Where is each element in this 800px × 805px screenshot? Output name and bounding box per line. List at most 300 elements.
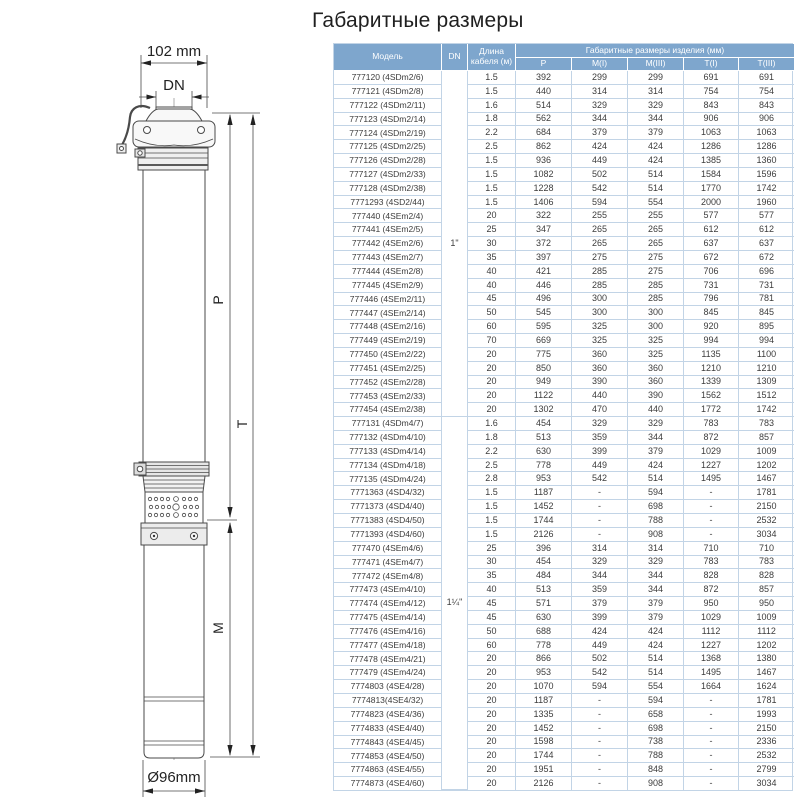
- cable-length-cell: 1.5: [468, 196, 516, 210]
- dimension-cell: 691: [739, 71, 794, 85]
- dimension-cell: 706: [684, 265, 739, 279]
- dimension-cell: 265: [628, 223, 684, 237]
- table-row: [334, 528, 794, 542]
- dimension-cell: 300: [572, 293, 628, 307]
- dimension-cell: 2126: [516, 777, 572, 790]
- dimension-cell: 1227: [684, 639, 739, 653]
- dimension-cell: 994: [684, 334, 739, 348]
- cable-length-cell: 1.5: [468, 514, 516, 528]
- table-row: [334, 749, 794, 763]
- table-row: [334, 154, 794, 168]
- model-cell: 777452 (4SEm2/28): [334, 376, 442, 390]
- model-cell: 7774843 (4SE4/45): [334, 736, 442, 750]
- dimension-cell: 449: [572, 459, 628, 473]
- flange-hole-left: [144, 127, 151, 134]
- table-row: [334, 279, 794, 293]
- dimension-cell: 1286: [739, 140, 794, 154]
- table-row: [334, 389, 794, 403]
- dimension-cell: 421: [516, 265, 572, 279]
- cable-length-cell: 20: [468, 694, 516, 708]
- table-row: [334, 763, 794, 777]
- table-row: [334, 334, 794, 348]
- table-row: [334, 556, 794, 570]
- dimension-cell: 845: [739, 306, 794, 320]
- model-cell: 7774873 (4SE4/60): [334, 777, 442, 790]
- dimension-cell: 359: [572, 431, 628, 445]
- table-row: [334, 625, 794, 639]
- dimension-cell: 275: [572, 251, 628, 265]
- dimension-cell: 424: [628, 459, 684, 473]
- dimension-cell: 424: [572, 625, 628, 639]
- dimension-cell: 470: [572, 403, 628, 417]
- table-row: [334, 85, 794, 99]
- dimension-cell: 275: [628, 265, 684, 279]
- dimension-cell: 1512: [739, 389, 794, 403]
- dimension-cell: 390: [572, 376, 628, 390]
- dimension-cell: 325: [572, 334, 628, 348]
- model-cell: 777478 (4SEm4/21): [334, 652, 442, 666]
- table-row: [334, 71, 794, 85]
- dimension-cell: 2150: [739, 722, 794, 736]
- model-cell: 777475 (4SEm4/14): [334, 611, 442, 625]
- cable-length-cell: 1.5: [468, 168, 516, 182]
- flange-hole-right: [198, 127, 205, 134]
- pump-body: [143, 170, 205, 462]
- dim-t-label: T: [234, 419, 250, 429]
- dimension-cell: 484: [516, 569, 572, 583]
- cable-length-cell: 1.5: [468, 85, 516, 99]
- dimension-cell: 372: [516, 237, 572, 251]
- table-row: [334, 113, 794, 127]
- dimension-cell: 906: [684, 113, 739, 127]
- cable-length-cell: 70: [468, 334, 516, 348]
- model-cell: 777445 (4SEm2/9): [334, 279, 442, 293]
- model-cell: 777133 (4SDm4/14): [334, 445, 442, 459]
- model-cell: 777451 (4SEm2/25): [334, 362, 442, 376]
- dimension-cell: 514: [628, 168, 684, 182]
- dimension-cell: 906: [739, 113, 794, 127]
- dim-p-label: P: [210, 295, 226, 305]
- dn-cell: 1": [442, 71, 468, 417]
- dimension-cell: 1202: [739, 639, 794, 653]
- table-row: [334, 736, 794, 750]
- dimension-cell: 329: [628, 417, 684, 431]
- dimension-cell: 379: [628, 597, 684, 611]
- dimension-cell: 953: [516, 666, 572, 680]
- dimension-cell: 1029: [684, 611, 739, 625]
- dimension-cell: 285: [572, 279, 628, 293]
- dimension-cell: 594: [628, 694, 684, 708]
- dimension-cell: 1452: [516, 500, 572, 514]
- dimension-cell: -: [572, 777, 628, 790]
- dimension-cell: 344: [572, 113, 628, 127]
- cable-length-cell: 60: [468, 320, 516, 334]
- dimension-cell: 496: [516, 293, 572, 307]
- model-cell: 777128 (4SDm2/38): [334, 182, 442, 196]
- table-row: [334, 694, 794, 708]
- dimension-cell: 542: [572, 472, 628, 486]
- dimension-cell: 1385: [684, 154, 739, 168]
- dimension-cell: 1228: [516, 182, 572, 196]
- dimension-cell: 828: [739, 569, 794, 583]
- col-header-m1: M(I): [572, 58, 628, 71]
- dimension-cell: 513: [516, 583, 572, 597]
- dimension-cell: 1596: [739, 168, 794, 182]
- dimension-cell: 691: [684, 71, 739, 85]
- dimension-cell: 1335: [516, 708, 572, 722]
- table-row: [334, 168, 794, 182]
- dimension-cell: 344: [628, 431, 684, 445]
- dimension-cell: 908: [628, 528, 684, 542]
- model-cell: 777441 (4SEm2/5): [334, 223, 442, 237]
- dimension-cell: 1744: [516, 749, 572, 763]
- dimension-cell: 285: [628, 279, 684, 293]
- dimension-cell: 577: [739, 209, 794, 223]
- dimension-cell: 895: [739, 320, 794, 334]
- dimension-cell: 1210: [684, 362, 739, 376]
- cable-length-cell: 20: [468, 209, 516, 223]
- dimension-cell: 857: [739, 583, 794, 597]
- model-cell: 777449 (4SEm2/19): [334, 334, 442, 348]
- model-cell: 777446 (4SEm2/11): [334, 293, 442, 307]
- dimension-cell: 1772: [684, 403, 739, 417]
- table-row: [334, 611, 794, 625]
- table-row: [334, 182, 794, 196]
- dimension-cell: 344: [628, 569, 684, 583]
- cable-length-cell: 25: [468, 223, 516, 237]
- dimension-cell: 514: [628, 472, 684, 486]
- table-row: [334, 639, 794, 653]
- dimension-cell: 1082: [516, 168, 572, 182]
- cable-length-cell: 20: [468, 722, 516, 736]
- table-row: [334, 680, 794, 694]
- dimension-cell: 2150: [739, 500, 794, 514]
- model-cell: 7771293 (4SD2/44): [334, 196, 442, 210]
- dimension-cell: 449: [572, 639, 628, 653]
- dimension-cell: -: [572, 486, 628, 500]
- table-row: [334, 459, 794, 473]
- cable-length-cell: 2.2: [468, 445, 516, 459]
- dimension-cell: 1742: [739, 182, 794, 196]
- dimension-cell: 594: [628, 486, 684, 500]
- dimension-cell: 554: [628, 196, 684, 210]
- dimension-cell: 3034: [756, 777, 777, 788]
- dimension-cell: 1100: [739, 348, 794, 362]
- dimension-cell: 2532: [739, 514, 794, 528]
- dimension-cell: 1302: [516, 403, 572, 417]
- dimension-cell: 2532: [739, 749, 794, 763]
- dimension-cell: 1368: [684, 652, 739, 666]
- dimension-cell: 360: [628, 376, 684, 390]
- dimension-cell: 300: [628, 320, 684, 334]
- dimension-cell: 440: [572, 389, 628, 403]
- col-header-m3: M(III): [628, 58, 684, 71]
- dimension-cell: 672: [684, 251, 739, 265]
- table-row: [334, 196, 794, 210]
- table-row: [334, 126, 794, 140]
- cable-length-cell: 20: [468, 666, 516, 680]
- model-cell: 777453 (4SEm2/33): [334, 389, 442, 403]
- model-cell: 777122 (4SDm2/11): [334, 99, 442, 113]
- table-row: [334, 486, 794, 500]
- dimension-cell: 754: [684, 85, 739, 99]
- cable-length-cell: 20: [468, 777, 516, 790]
- dimension-cell: 344: [628, 583, 684, 597]
- dimension-cell: 554: [628, 680, 684, 694]
- dimension-cell: 862: [516, 140, 572, 154]
- dimension-cell: 424: [628, 154, 684, 168]
- dimension-cell: 329: [628, 99, 684, 113]
- dim-102mm-label: 102 mm: [146, 43, 202, 60]
- table-row: [334, 500, 794, 514]
- model-cell: 777127 (4SDm2/33): [334, 168, 442, 182]
- dimension-cell: -: [572, 514, 628, 528]
- dimension-cell: 594: [572, 196, 628, 210]
- cable-length-cell: 50: [468, 306, 516, 320]
- dimension-cell: 2126: [516, 528, 572, 542]
- dimension-cell: 1063: [739, 126, 794, 140]
- dimension-cell: 778: [516, 459, 572, 473]
- dimension-cell: -: [572, 722, 628, 736]
- model-cell: 777476 (4SEm4/16): [334, 625, 442, 639]
- dimension-cell: 360: [572, 362, 628, 376]
- cable-length-cell: 2.8: [468, 472, 516, 486]
- cable-length-cell: 45: [468, 611, 516, 625]
- dimension-cell: 513: [516, 431, 572, 445]
- dim-dn-label: DN: [163, 77, 185, 94]
- dimension-cell: 545: [516, 306, 572, 320]
- dimension-cell: 265: [572, 237, 628, 251]
- dimension-cell: 775: [516, 348, 572, 362]
- dimension-cell: 1406: [516, 196, 572, 210]
- table-row: [334, 542, 794, 556]
- dimension-cell: 953: [516, 472, 572, 486]
- dimension-cell: 1187: [516, 486, 572, 500]
- table-row: [334, 306, 794, 320]
- dimension-cell: -: [684, 763, 739, 777]
- dimension-cell: 630: [516, 611, 572, 625]
- dimension-cell: 1495: [684, 472, 739, 486]
- model-cell: 777447 (4SEm2/14): [334, 306, 442, 320]
- dimension-cell: 344: [572, 569, 628, 583]
- dimension-cell: 1495: [684, 666, 739, 680]
- dimension-cell: 379: [628, 611, 684, 625]
- model-cell: 777448 (4SEm2/16): [334, 320, 442, 334]
- table-row: [334, 348, 794, 362]
- cable-length-cell: 20: [468, 708, 516, 722]
- dimension-cell: 788: [628, 514, 684, 528]
- dimension-cell: 1227: [684, 459, 739, 473]
- dimension-cell: -: [684, 500, 739, 514]
- dimension-cell: -: [684, 694, 739, 708]
- dimension-cell: 1112: [739, 625, 794, 639]
- model-cell: 7774813(4SE4/32): [334, 694, 442, 708]
- dimension-cell: 1951: [516, 763, 572, 777]
- cable-length-cell: 60: [468, 639, 516, 653]
- dimension-cell: 542: [572, 666, 628, 680]
- model-cell: 777440 (4SEm2/4): [334, 209, 442, 223]
- dimension-cell: 329: [572, 556, 628, 570]
- model-cell: 777134 (4SDm4/18): [334, 459, 442, 473]
- dimension-cell: 314: [628, 542, 684, 556]
- dimension-cell: 1380: [739, 652, 794, 666]
- dimension-cell: 255: [572, 209, 628, 223]
- dimension-cell: 1112: [684, 625, 739, 639]
- table-row: [334, 569, 794, 583]
- table-row: [334, 376, 794, 390]
- dimension-cell: 781: [739, 293, 794, 307]
- dimension-cell: 828: [684, 569, 739, 583]
- dimension-cell: 1781: [739, 486, 794, 500]
- dimension-cell: 1286: [684, 140, 739, 154]
- dimension-cell: -: [684, 736, 739, 750]
- model-cell: 7774823 (4SE4/36): [334, 708, 442, 722]
- dimension-cell: 255: [628, 209, 684, 223]
- dimension-cell: 325: [628, 334, 684, 348]
- dimension-cell: 390: [628, 389, 684, 403]
- table-row: [334, 514, 794, 528]
- dimension-cell: 1993: [739, 708, 794, 722]
- dimension-cell: 630: [516, 445, 572, 459]
- dimension-cell: 1210: [739, 362, 794, 376]
- model-cell: 777471 (4SEm4/7): [334, 556, 442, 570]
- dimension-cell: 1664: [684, 680, 739, 694]
- model-cell: 777442 (4SEm2/6): [334, 237, 442, 251]
- table-row: [334, 777, 794, 790]
- cable-length-cell: 1.6: [468, 417, 516, 431]
- table-row: [334, 251, 794, 265]
- dimension-cell: 783: [739, 417, 794, 431]
- dimension-cell: 612: [739, 223, 794, 237]
- model-cell: 777473 (4SEm4/10): [334, 583, 442, 597]
- model-cell: 777121 (4SDm2/8): [334, 85, 442, 99]
- col-header-t3: T(III): [739, 58, 794, 71]
- dimension-cell: -: [572, 500, 628, 514]
- cable-length-cell: 1.5: [468, 154, 516, 168]
- dn-cell: 1¼": [442, 417, 468, 790]
- table-row: [334, 99, 794, 113]
- col-header-model: Модель: [334, 44, 442, 71]
- dimension-cell: -: [572, 528, 628, 542]
- col-header-p: P: [516, 58, 572, 71]
- dimension-cell: 778: [516, 639, 572, 653]
- dimension-cell: -: [572, 694, 628, 708]
- col-header-dn: DN: [442, 44, 468, 71]
- table-row: [334, 431, 794, 445]
- dimension-cell: 300: [628, 306, 684, 320]
- dimension-cell: 285: [628, 293, 684, 307]
- dimension-cell: 1467: [739, 666, 794, 680]
- cable-length-cell: 1.8: [468, 431, 516, 445]
- table-row: [334, 237, 794, 251]
- dimension-cell: 1187: [516, 694, 572, 708]
- table-row: [334, 362, 794, 376]
- cable-length-cell: 2.2: [468, 126, 516, 140]
- dim-diameter-label: Ø96mm: [147, 769, 201, 786]
- cable-length-cell: 45: [468, 597, 516, 611]
- dimension-cell: 577: [684, 209, 739, 223]
- dimension-cell: 1770: [684, 182, 739, 196]
- model-cell: 777135 (4SDm4/24): [334, 472, 442, 486]
- table-row: [334, 708, 794, 722]
- dimension-cell: 1135: [684, 348, 739, 362]
- dimension-cell: 514: [628, 182, 684, 196]
- table-row: [334, 209, 794, 223]
- dimension-cell: 440: [516, 85, 572, 99]
- dimension-cell: 843: [739, 99, 794, 113]
- cable-length-cell: 45: [468, 293, 516, 307]
- dimension-cell: 908: [628, 777, 684, 790]
- dimension-cell: 1309: [739, 376, 794, 390]
- dimension-cell: 1562: [684, 389, 739, 403]
- dimension-cell: 949: [516, 376, 572, 390]
- pump-technical-drawing: [55, 30, 320, 805]
- cable-length-cell: 1.8: [468, 113, 516, 127]
- table-row: [334, 265, 794, 279]
- dimension-cell: 1781: [739, 694, 794, 708]
- motor-body: [144, 545, 204, 758]
- dimension-cell: 314: [572, 85, 628, 99]
- cable-length-cell: 20: [468, 403, 516, 417]
- dimension-cell: 514: [628, 652, 684, 666]
- dimension-cell: 698: [628, 722, 684, 736]
- model-cell: 7774803 (4SE4/28): [334, 680, 442, 694]
- cable-length-cell: 35: [468, 251, 516, 265]
- dimension-cell: 397: [516, 251, 572, 265]
- model-cell: 777470 (4SEm4/6): [334, 542, 442, 556]
- dimension-cell: 788: [628, 749, 684, 763]
- cable-length-cell: 30: [468, 556, 516, 570]
- dimension-cell: -: [684, 514, 739, 528]
- model-cell: 7774833 (4SE4/40): [334, 722, 442, 736]
- cable-length-cell: 35: [468, 569, 516, 583]
- dimension-cell: 299: [572, 71, 628, 85]
- cable-length-cell: 20: [468, 736, 516, 750]
- dimension-cell: 872: [684, 583, 739, 597]
- model-cell: 7771383 (4SD4/50): [334, 514, 442, 528]
- model-cell: 777450 (4SEm2/22): [334, 348, 442, 362]
- col-header-dims-group: Габаритные размеры изделия (мм): [516, 44, 794, 58]
- dimension-cell: 360: [572, 348, 628, 362]
- dimension-cell: 1624: [739, 680, 794, 694]
- cable-length-cell: 50: [468, 625, 516, 639]
- dimension-cell: 514: [628, 666, 684, 680]
- dimension-cell: 1467: [739, 472, 794, 486]
- dimension-cell: 360: [628, 362, 684, 376]
- dimension-cell: 1029: [684, 445, 739, 459]
- cable-length-cell: 2.5: [468, 459, 516, 473]
- table-row: [334, 417, 794, 431]
- dimension-cell: 562: [516, 113, 572, 127]
- model-cell: 777125 (4SDm2/25): [334, 140, 442, 154]
- dimension-cell: 857: [739, 431, 794, 445]
- dimension-cell: 1202: [739, 459, 794, 473]
- table-row: [334, 666, 794, 680]
- dimension-cell: 399: [572, 611, 628, 625]
- dimension-cell: 1452: [516, 722, 572, 736]
- dimension-cell: 595: [516, 320, 572, 334]
- page-title: Габаритные размеры: [312, 9, 524, 32]
- dimension-cell: 275: [628, 251, 684, 265]
- dimension-cell: 329: [572, 417, 628, 431]
- col-header-t1: T(I): [684, 58, 739, 71]
- dimension-cell: 698: [628, 500, 684, 514]
- dimension-cell: 731: [739, 279, 794, 293]
- dimension-cell: 502: [572, 168, 628, 182]
- dimension-cell: 1070: [516, 680, 572, 694]
- cable-length-cell: 1.5: [468, 500, 516, 514]
- dimension-cell: -: [684, 777, 739, 790]
